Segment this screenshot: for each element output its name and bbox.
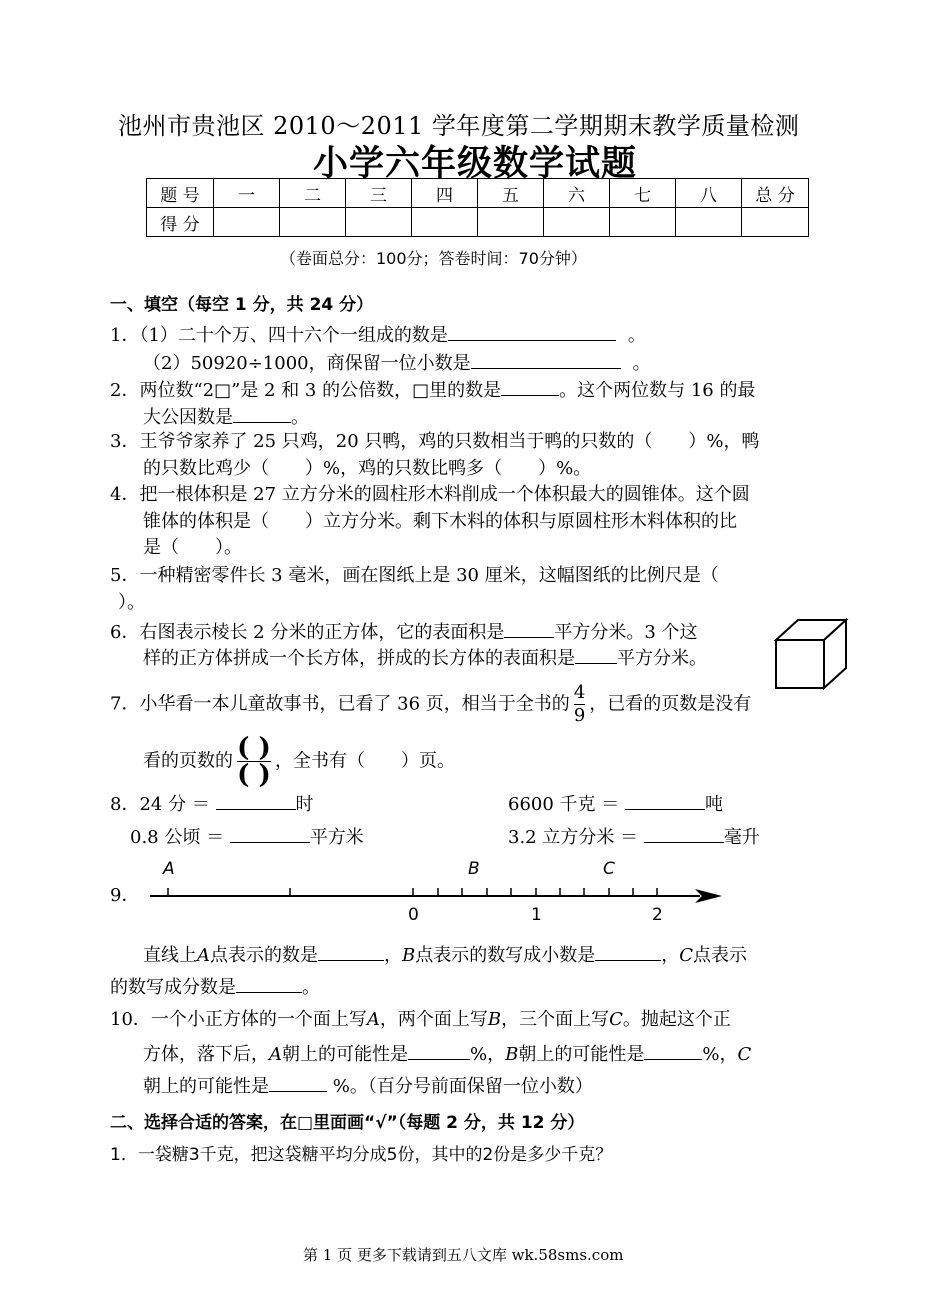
question-4b: 锥体的体积是（ ）立方分米。剩下木料的体积与原圆柱形木料体积的比 [143,511,737,532]
question-text: 点表示 [693,945,748,966]
question-text: %， [702,1044,738,1065]
question-text: 大公因数是 [143,407,233,428]
score-cell: 三 [346,179,412,208]
question-text: 朝上的可能性是 [282,1044,408,1065]
tick-label: 0 [408,905,419,924]
unit-text: 平方米 [309,827,364,848]
score-input-cell[interactable] [610,208,676,237]
answer-blank[interactable] [575,645,617,664]
section2-title: 二、选择合适的答案，在□里面画“√”（每题 2 分，共 12 分） [110,1113,585,1133]
question-text: 朝上的可能性是 [143,1076,269,1097]
answer-blank[interactable] [644,824,724,843]
question-2a [110,377,755,403]
face-ref-c: C [609,1009,623,1030]
face-ref-c: C [737,1044,752,1065]
question-10a [110,1008,731,1032]
question-8-1 [110,791,314,817]
question-5a: 5．一种精密零件长 3 毫米，画在图纸上是 30 厘米，这幅图纸的比例尺是（ [110,565,719,586]
face-ref-a: A [269,1044,282,1065]
question-8-3 [130,824,364,850]
blank-parenthesis-icon: ( ) [237,733,271,763]
score-input-cell[interactable] [346,208,412,237]
tick-label: 2 [652,905,663,924]
answer-blank[interactable] [408,1041,470,1060]
question-4c: 是（ ）。 [143,537,242,558]
fraction-denominator: 9 [573,705,586,726]
face-ref-b: B [487,1009,502,1030]
point-ref-a: A [197,945,210,966]
page-footer: 第 1 页 更多下载请到五八文库 wk.58sms.com [303,1246,624,1264]
score-input-cell[interactable] [742,208,809,237]
question-9-number: 9． [110,885,140,906]
section2-question-1: 1．一袋糖3千克，把这袋糖平均分成5份，其中的2份是多少千克？ [110,1145,613,1165]
question-8-4 [508,824,760,850]
answer-blank[interactable] [625,791,705,810]
question-text: ，三个面上写 [501,1009,610,1030]
score-input-cell[interactable] [478,208,544,237]
blank-fraction[interactable] [237,735,271,788]
question-1a [110,322,646,348]
question-text: 6．右图表示棱长 2 分米的正方体，它的表面积是 [110,622,505,643]
exam-title: 小学六年级数学试题 [313,143,638,184]
score-cell: 七 [610,179,676,208]
point-ref-b: B [402,945,416,966]
answer-blank[interactable] [501,377,559,396]
score-cell: 二 [280,179,346,208]
score-table [146,178,809,237]
question-text: 。这个两位数与 16 的最 [559,380,756,401]
score-cell: 一 [214,179,280,208]
answer-blank[interactable] [448,322,616,341]
question-text: ，已看的页数是没有 [589,693,752,715]
question-text: 朝上的可能性是 [518,1044,645,1065]
number-line [140,852,730,924]
point-label-b: B [468,859,480,879]
question-text: 平方分米。3 个这 [554,622,698,643]
unit-text: 毫升 [723,827,760,848]
question-text: 平方分米。 [617,648,707,669]
question-text: 直线上 [143,945,197,966]
question-text: 7．小华看一本儿童故事书，已看了 36 页，相当于全书的 [110,693,570,715]
question-4a: 4．把一根体积是 27 立方分米的圆柱形木料削成一个体积最大的圆锥体。这个圆 [110,484,750,505]
question-2b [143,404,309,430]
question-text: ，两个面上写 [379,1009,488,1030]
score-input-cell[interactable] [544,208,610,237]
score-cell-label: 题 号 [147,179,214,208]
unit-text: 吨 [705,794,723,815]
question-text: （2）50920÷1000，商保留一位小数是 [143,353,471,374]
question-text: 6600 千克 ＝ [508,794,620,815]
answer-blank[interactable] [504,619,554,638]
score-input-cell[interactable] [214,208,280,237]
question-text: %。（百分号前面保留一位小数） [327,1076,593,1097]
question-text: 1．（1）二十个万、四十六个一组成的数是 [110,325,448,346]
question-text: ， [661,945,680,966]
question-10b [143,1041,751,1067]
score-input-cell[interactable] [280,208,346,237]
question-text: 样的正方体拼成一个长方体，拼成的长方体的表面积是 [143,648,575,669]
answer-blank[interactable] [216,791,296,810]
question-text: 。 [291,407,309,428]
question-text: ，全书有（ ）页。 [275,750,455,772]
score-table-score-row [147,208,809,237]
question-text: 。抛起这个正 [622,1009,731,1030]
point-label-a: A [163,859,175,879]
question-text: ， [384,945,402,966]
score-cell-total: 总 分 [742,179,809,208]
question-text: 。 [302,977,320,998]
answer-blank[interactable] [236,974,302,993]
question-text: 看的页数的 [143,750,233,772]
unit-text: 时 [295,794,314,815]
question-text: 方体，落下后， [143,1044,269,1065]
answer-blank[interactable] [318,942,384,961]
question-6b [143,645,707,671]
question-text: 0.8 公顷 ＝ [130,827,225,848]
score-input-cell[interactable] [676,208,742,237]
score-cell: 八 [676,179,742,208]
answer-blank[interactable] [230,824,310,843]
blank-parenthesis-icon: ( ) [237,760,271,790]
question-1b [143,350,651,376]
question-6a [110,619,698,645]
answer-blank[interactable] [644,1041,702,1060]
tick-label: 1 [531,905,542,924]
question-text: 点表示的数是 [210,945,318,966]
answer-blank[interactable] [269,1073,327,1092]
question-5b: ）。 [118,592,145,613]
score-cell: 六 [544,179,610,208]
cube-figure [772,616,850,692]
question-text: 的数写成分数是 [110,977,236,998]
question-7b [143,735,455,788]
score-table-header-row [147,179,809,208]
face-ref-a: A [366,1009,380,1030]
section1-title: 一、填空（每空 1 分，共 24 分） [110,295,374,315]
question-text: %， [470,1044,506,1065]
question-text: 8．24 分 ＝ [110,794,210,815]
question-text: 10．一个小正方体的一个面上写 [110,1009,367,1030]
question-text: 3.2 立方分米 ＝ [508,827,639,848]
question-text: 。 [627,325,646,346]
question-text: 2．两位数“2□”是 2 和 3 的公倍数，□里的数是 [110,380,502,401]
point-label-c: C [603,859,615,879]
exam-subtitle: 池州市贵池区 2010～2011 学年度第二学期期末教学质量检测 [118,112,800,140]
score-cell: 四 [412,179,478,208]
question-9b [110,974,320,1000]
score-cell-label: 得 分 [147,208,214,237]
question-text: 点表示的数写成小数是 [415,945,596,966]
question-10c [143,1073,593,1099]
exam-info: （卷面总分：100分；答卷时间：70分钟） [280,249,587,268]
point-ref-c: C [679,945,694,966]
question-text: 。 [632,353,651,374]
question-7a [110,682,751,727]
answer-blank[interactable] [471,350,621,369]
answer-blank[interactable] [233,404,291,423]
question-9a [143,942,747,968]
score-cell: 五 [478,179,544,208]
face-ref-b: B [505,1044,519,1065]
answer-blank[interactable] [595,942,661,961]
fraction-numerator: 4 [573,682,586,703]
question-8-2 [508,791,723,817]
score-input-cell[interactable] [412,208,478,237]
question-3a: 3．王爷爷家养了 25 只鸡，20 只鸭，鸡的只数相当于鸭的只数的（ ）%，鸭 [110,431,760,452]
question-3b: 的只数比鸡少（ ）%，鸡的只数比鸭多（ ）%。 [143,458,592,479]
fraction [574,682,585,727]
